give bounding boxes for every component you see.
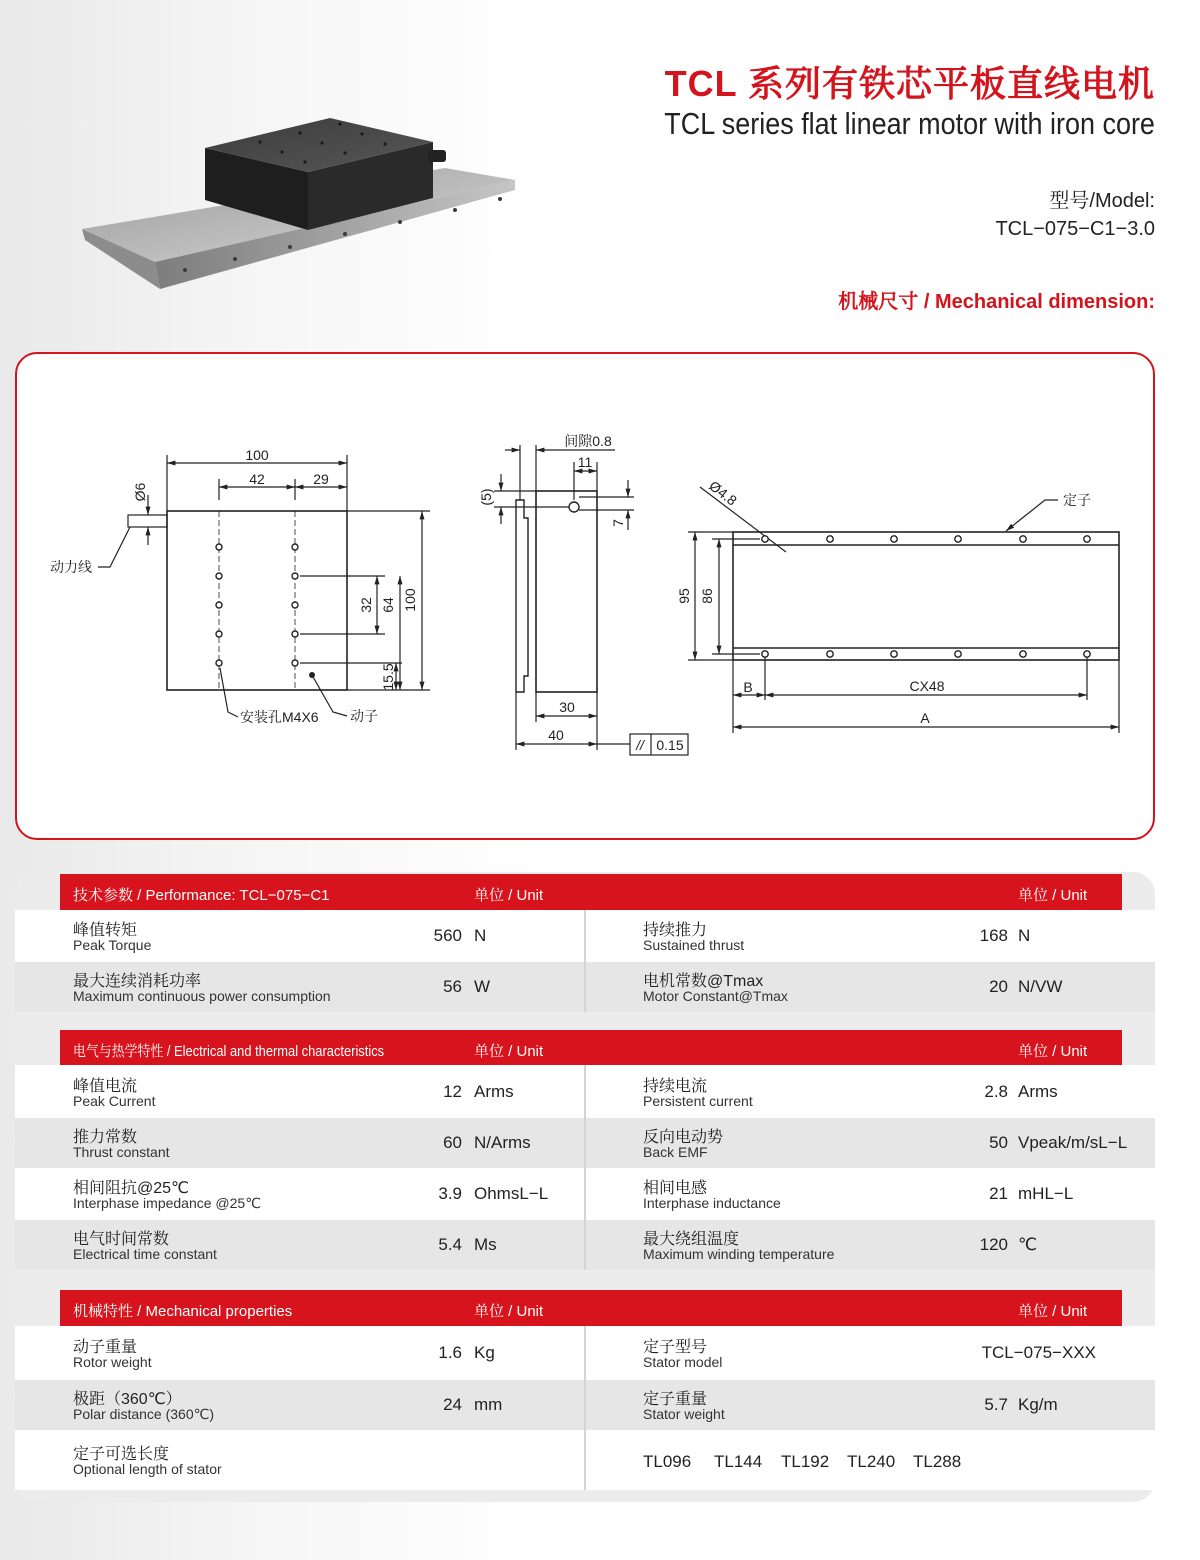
spec-label-en: Peak Torque xyxy=(73,937,152,953)
cable-connector xyxy=(428,150,446,162)
spec-label-zh: 最大连续消耗功率 xyxy=(73,973,202,990)
spec-label-zh: 极距（360℃） xyxy=(73,1391,182,1408)
unit-column-header: 单位 / Unit xyxy=(474,1043,544,1060)
spec-label-zh: 最大绕组温度 xyxy=(643,1231,740,1248)
unit-column-header: 单位 / Unit xyxy=(1018,1303,1088,1320)
dim-label-height-64: 64 xyxy=(380,597,396,613)
spec-label-zh: 反向电动势 xyxy=(643,1129,724,1146)
column-divider xyxy=(584,1430,586,1490)
spec-value: 120 xyxy=(979,1235,1008,1254)
spec-label-zh: 定子可选长度 xyxy=(73,1446,170,1463)
spec-unit: ℃ xyxy=(1018,1235,1038,1254)
dim-label-height-32: 32 xyxy=(358,597,374,613)
dim-label-width-100: 100 xyxy=(245,447,269,463)
stator-length-option: TL240 xyxy=(847,1452,896,1471)
spec-row xyxy=(15,1168,1155,1220)
spec-label-zh: 相间阻抗@25℃ xyxy=(73,1180,190,1197)
dim-label-top-offset: (5) xyxy=(478,488,494,506)
spec-value: 60 xyxy=(443,1133,462,1152)
column-divider xyxy=(584,1220,586,1270)
column-divider xyxy=(584,962,586,1012)
spec-label-zh: 电机常数@Tmax xyxy=(643,973,764,990)
spec-label-zh: 推力常数 xyxy=(73,1129,138,1146)
spec-value: 168 xyxy=(979,926,1008,945)
product-image xyxy=(82,118,515,289)
dim-label-width-30: 30 xyxy=(559,699,575,715)
spec-unit: OhmsL−L xyxy=(474,1184,549,1203)
spec-value: 56 xyxy=(443,977,462,996)
spec-value: TCL−075−XXX xyxy=(981,1343,1096,1362)
dim-label-b: B xyxy=(743,679,753,695)
spec-label-en: Stator model xyxy=(643,1354,723,1370)
spec-label-en: Rotor weight xyxy=(73,1354,152,1370)
spec-unit: Arms xyxy=(1018,1082,1058,1101)
spec-label-zh: 动子重量 xyxy=(73,1339,138,1356)
spec-unit: mm xyxy=(474,1395,503,1414)
mover-label: 动子 xyxy=(350,708,378,724)
spec-unit: mHL−L xyxy=(1018,1184,1074,1203)
dim-label-hole-offset: 11 xyxy=(577,454,593,470)
dim-label-hole-dia: Ø4.8 xyxy=(706,477,740,509)
column-divider xyxy=(584,1380,586,1430)
spec-row xyxy=(15,1430,1155,1490)
spec-label-en: Stator weight xyxy=(643,1406,725,1422)
spec-label-zh: 持续推力 xyxy=(643,922,708,939)
spec-value: 1.6 xyxy=(438,1343,462,1362)
spec-row xyxy=(15,962,1155,1012)
spec-value: 24 xyxy=(443,1395,462,1414)
spec-row xyxy=(15,1220,1155,1270)
spec-label-en: Persistent current xyxy=(643,1093,753,1109)
spec-label-en: Back EMF xyxy=(643,1144,708,1160)
column-divider xyxy=(584,1118,586,1168)
block-holes xyxy=(258,122,386,163)
spec-unit: N/VW xyxy=(1018,977,1063,996)
spec-value: 2.8 xyxy=(984,1082,1008,1101)
dim-label-gap: 间隙0.8 xyxy=(564,433,612,449)
dim-label-cx48: CX48 xyxy=(909,678,945,694)
plate-holes xyxy=(183,197,502,272)
model-value: TCL−075−C1−3.0 xyxy=(995,218,1155,240)
dim-label-hole-depth: 7 xyxy=(610,519,626,527)
spec-unit: N xyxy=(1018,926,1031,945)
unit-column-header: 单位 / Unit xyxy=(1018,887,1088,904)
spec-value: 5.7 xyxy=(984,1395,1008,1414)
mechanical-dimension-label: 机械尺寸 / Mechanical dimension: xyxy=(838,291,1155,313)
spec-label-zh: 峰值转矩 xyxy=(73,922,138,939)
column-divider xyxy=(584,1065,586,1118)
dim-label-width-40: 40 xyxy=(548,727,564,743)
page-subtitle: TCL series flat linear motor with iron core xyxy=(664,106,1155,141)
spec-unit: Kg/m xyxy=(1018,1395,1058,1414)
column-divider xyxy=(584,1326,586,1380)
parallelism-symbol: // xyxy=(636,737,644,753)
spec-label-zh: 持续电流 xyxy=(643,1078,708,1095)
spec-row xyxy=(15,910,1155,962)
spec-unit: Kg xyxy=(474,1343,495,1362)
spec-value: 3.9 xyxy=(438,1184,462,1203)
spec-row xyxy=(15,1118,1155,1168)
spec-unit: N xyxy=(474,926,487,945)
spec-unit: Ms xyxy=(474,1235,497,1254)
column-divider xyxy=(584,1168,586,1220)
spec-label-en: Maximum continuous power consumption xyxy=(73,988,331,1004)
mover-block-side xyxy=(308,142,433,230)
unit-column-header: 单位 / Unit xyxy=(1018,1043,1088,1060)
page-title: TCL 系列有铁芯平板直线电机 xyxy=(664,63,1155,104)
parallelism-value: 0.15 xyxy=(656,737,684,753)
mover-block-top xyxy=(205,118,433,172)
spec-value: 50 xyxy=(989,1133,1008,1152)
spec-row xyxy=(15,1380,1155,1430)
drawing-frame xyxy=(15,352,1155,840)
stator-length-option: TL288 xyxy=(913,1452,962,1471)
spec-label-en: Thrust constant xyxy=(73,1144,170,1160)
stator-plate-side xyxy=(82,229,160,289)
stator-length-option: TL192 xyxy=(781,1452,830,1471)
spec-label-en: Motor Constant@Tmax xyxy=(643,988,788,1004)
spec-unit: Vpeak/m/sL−L xyxy=(1018,1133,1128,1152)
section-title: 机械特性 / Mechanical properties xyxy=(73,1303,293,1320)
dim-label-height-95: 95 xyxy=(676,588,692,604)
stator-label: 定子 xyxy=(1063,492,1091,508)
mover-block-front xyxy=(205,148,308,230)
section-header xyxy=(60,874,1122,910)
spec-unit: W xyxy=(474,977,491,996)
column-divider xyxy=(584,910,586,962)
spec-value: 21 xyxy=(989,1184,1008,1203)
spec-label-zh: 定子重量 xyxy=(643,1391,708,1408)
stator-length-option: TL144 xyxy=(714,1452,763,1471)
stator-length-option: TL096 xyxy=(643,1452,692,1471)
unit-column-header: 单位 / Unit xyxy=(474,1303,544,1320)
spec-row xyxy=(15,1065,1155,1118)
section-title: 电气与热学特性 / Electrical and thermal characteristics xyxy=(73,1043,385,1060)
spec-label-en: Sustained thrust xyxy=(643,937,745,953)
stator-plate-front xyxy=(155,180,515,289)
section-header xyxy=(60,1290,1122,1326)
section-header xyxy=(60,1030,1122,1066)
section-title: 技术参数 / Performance: TCL−075−C1 xyxy=(73,887,330,904)
spec-label-zh: 电气时间常数 xyxy=(73,1231,170,1248)
dim-label-height-100: 100 xyxy=(402,588,418,612)
model-label: 型号/Model: xyxy=(1049,190,1155,212)
cable-label: 动力线 xyxy=(50,559,92,575)
dim-label-width-42: 42 xyxy=(249,471,265,487)
spec-label-en: Optional length of stator xyxy=(73,1461,222,1477)
spec-row xyxy=(15,1326,1155,1380)
spec-label-en: Electrical time constant xyxy=(73,1246,217,1262)
spec-unit: N/Arms xyxy=(474,1133,531,1152)
spec-label-en: Interphase inductance xyxy=(643,1195,781,1211)
spec-label-zh: 相间电感 xyxy=(643,1180,708,1197)
stator-plate-top xyxy=(82,168,515,262)
dim-label-a: A xyxy=(920,710,930,726)
spec-label-en: Polar distance (360℃) xyxy=(73,1406,215,1422)
spec-value: 12 xyxy=(443,1082,462,1101)
dim-label-width-29: 29 xyxy=(313,471,329,487)
spec-value: 20 xyxy=(989,977,1008,996)
spec-label-en: Maximum winding temperature xyxy=(643,1246,835,1262)
dim-label-height-15-5: 15.5 xyxy=(380,663,396,691)
spec-unit: Arms xyxy=(474,1082,514,1101)
spec-label-zh: 峰值电流 xyxy=(73,1078,138,1095)
spec-label-en: Interphase impedance @25℃ xyxy=(73,1195,261,1211)
spec-label-en: Peak Current xyxy=(73,1093,156,1109)
mounting-hole-label: 安装孔M4X6 xyxy=(240,709,319,725)
spec-value: 560 xyxy=(433,926,462,945)
dim-label-height-86: 86 xyxy=(699,588,715,604)
dim-label-cable-dia: Ø6 xyxy=(132,482,148,502)
unit-column-header: 单位 / Unit xyxy=(474,887,544,904)
spec-label-zh: 定子型号 xyxy=(643,1339,708,1356)
spec-value: 5.4 xyxy=(438,1235,462,1254)
